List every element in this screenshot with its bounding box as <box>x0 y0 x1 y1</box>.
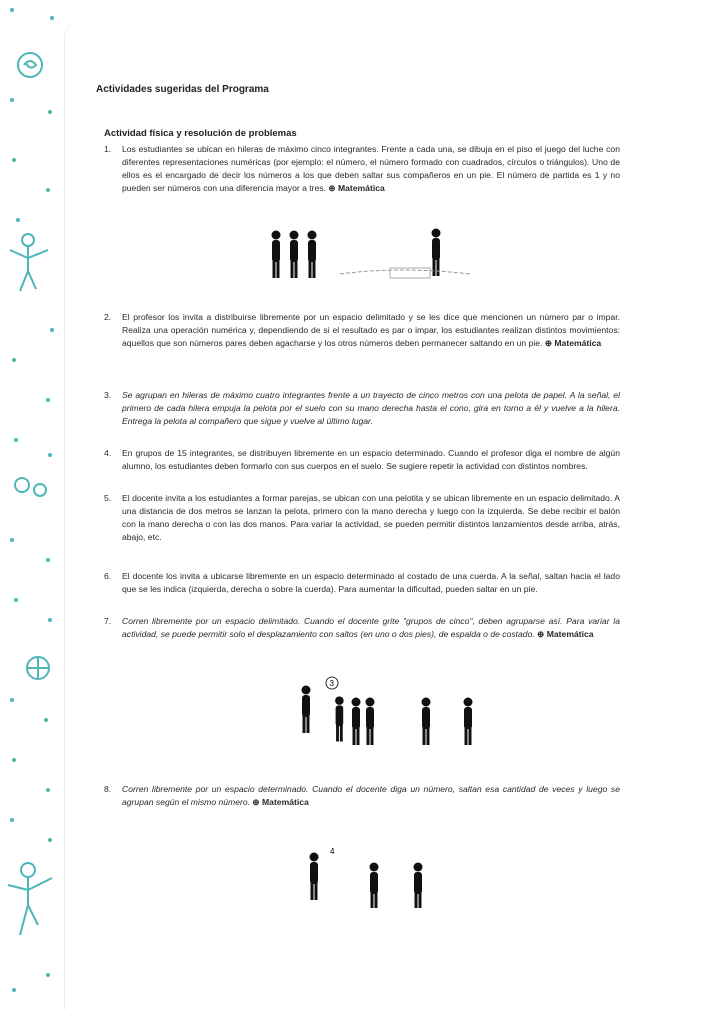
activity-item-1 <box>104 143 620 195</box>
item-text: El docente los invita a ubicarse libremente en un espacio determinado al costado de una cuerda. A la señal, saltan hacia el lado que se les indica (izquierda, derecha o sobre la cuerda). Para aumentar la dificultad, pueden saltar en un pie. <box>122 571 620 594</box>
decorative-border <box>0 0 80 1020</box>
item-number: 6. <box>104 571 112 581</box>
activity-item-5 <box>104 492 620 544</box>
item-number: 7. <box>104 616 112 626</box>
illustration-groups <box>290 675 490 745</box>
item-text: Se agrupan en hileras de máximo cuatro integrantes frente a un trayecto de cinco metros con una pelota de papel. A la señal, el primero de cada hilera empuja la pelota por el suelo con su mano derecha hasta el cono, gira en torno a él y vuelve a la hilera. Entrega la pelota al compañero que sigue y vuelve al último lugar. <box>122 390 620 426</box>
item-number: 4. <box>104 448 112 458</box>
subject-tag: ⊕ Matemática <box>544 338 602 348</box>
subject-tag: ⊕ Matemática <box>328 183 385 193</box>
item-text: El docente invita a los estudiantes a formar parejas, se ubican con una pelotita y se ubican libremente en un espacio delimitado. A una distancia de dos metros se lanzan la pelota, primero con la mano derecha y luego con la izquierda. Se debe recibir el balón con la mano derecha o con las dos manos. Para variar la actividad, se pueden permitir distintos lanzamientos desde arriba, atrás, abajo, etc. <box>122 493 620 542</box>
item-number: 2. <box>104 312 112 322</box>
subject-tag: ⊕ Matemática <box>252 797 309 807</box>
item-text: Los estudiantes se ubican en hileras de máximo cinco integrantes. Frente a cada una, se dibuja en el piso el juego del luche con diferentes representaciones numéricas (por ejemplo: el número, el número formado con cuadrados, círculos o triángulos). Uno de ellos es el encargado de decir los números a los que deben saltar sus compañeros en un pie. El número de partida es 1 y no pueden ser números con una diferencia mayor a tres. <box>122 144 620 193</box>
activity-item-3 <box>104 389 620 428</box>
illustration-hopscotch <box>260 226 490 288</box>
item-number: 3. <box>104 390 112 400</box>
item-text: Corren libremente por un espacio delimitado. Cuando el docente grite "grupos de cinco", deben agruparse así. Para variar la actividad, se puede permitir solo el desplazamiento con saltos (en uno o dos pies), de espalda o de costado. <box>122 616 620 639</box>
item-text: El profesor los invita a distribuirse libremente por un espacio delimitado y se les dice que mencionen un número par o impar. Realiza una operación numérica y, dependiendo de si el resultado es par o impar, los estudiantes realizan distintos movimientos: aquellos que son números pares deben agacharse y los otros números deben permanecer saltando en un pie. <box>122 312 620 348</box>
page-title: Actividades sugeridas del Programa <box>96 84 269 95</box>
activity-item-7 <box>104 615 620 641</box>
activity-item-8 <box>104 783 620 809</box>
activity-item-2 <box>104 311 620 350</box>
item-text: Corren libremente por un espacio determinado. Cuando el docente diga un número, saltan esa cantidad de veces y luego se agrupan según el mismo número. <box>122 784 620 807</box>
subject-tag: ⊕ Matemática <box>537 629 594 639</box>
activity-item-4 <box>104 447 620 473</box>
item-number: 8. <box>104 784 112 794</box>
item-number: 5. <box>104 493 112 503</box>
item-text: En grupos de 15 integrantes, se distribuyen libremente en un espacio determinado. Cuando el profesor diga el nombre de algún alumno, los estudiantes deben formarlo con sus cuerpos en el suelo. Se sugiere repetir la actividad con distintos nombres. <box>122 448 620 471</box>
illustration-jumping <box>300 842 450 908</box>
speech-bubble-number: 3 <box>329 679 334 688</box>
speech-bubble-number: 4 <box>330 847 335 856</box>
item-number: 1. <box>104 144 112 154</box>
activity-item-6 <box>104 570 620 596</box>
section-heading: Actividad física y resolución de problemas <box>104 128 297 139</box>
